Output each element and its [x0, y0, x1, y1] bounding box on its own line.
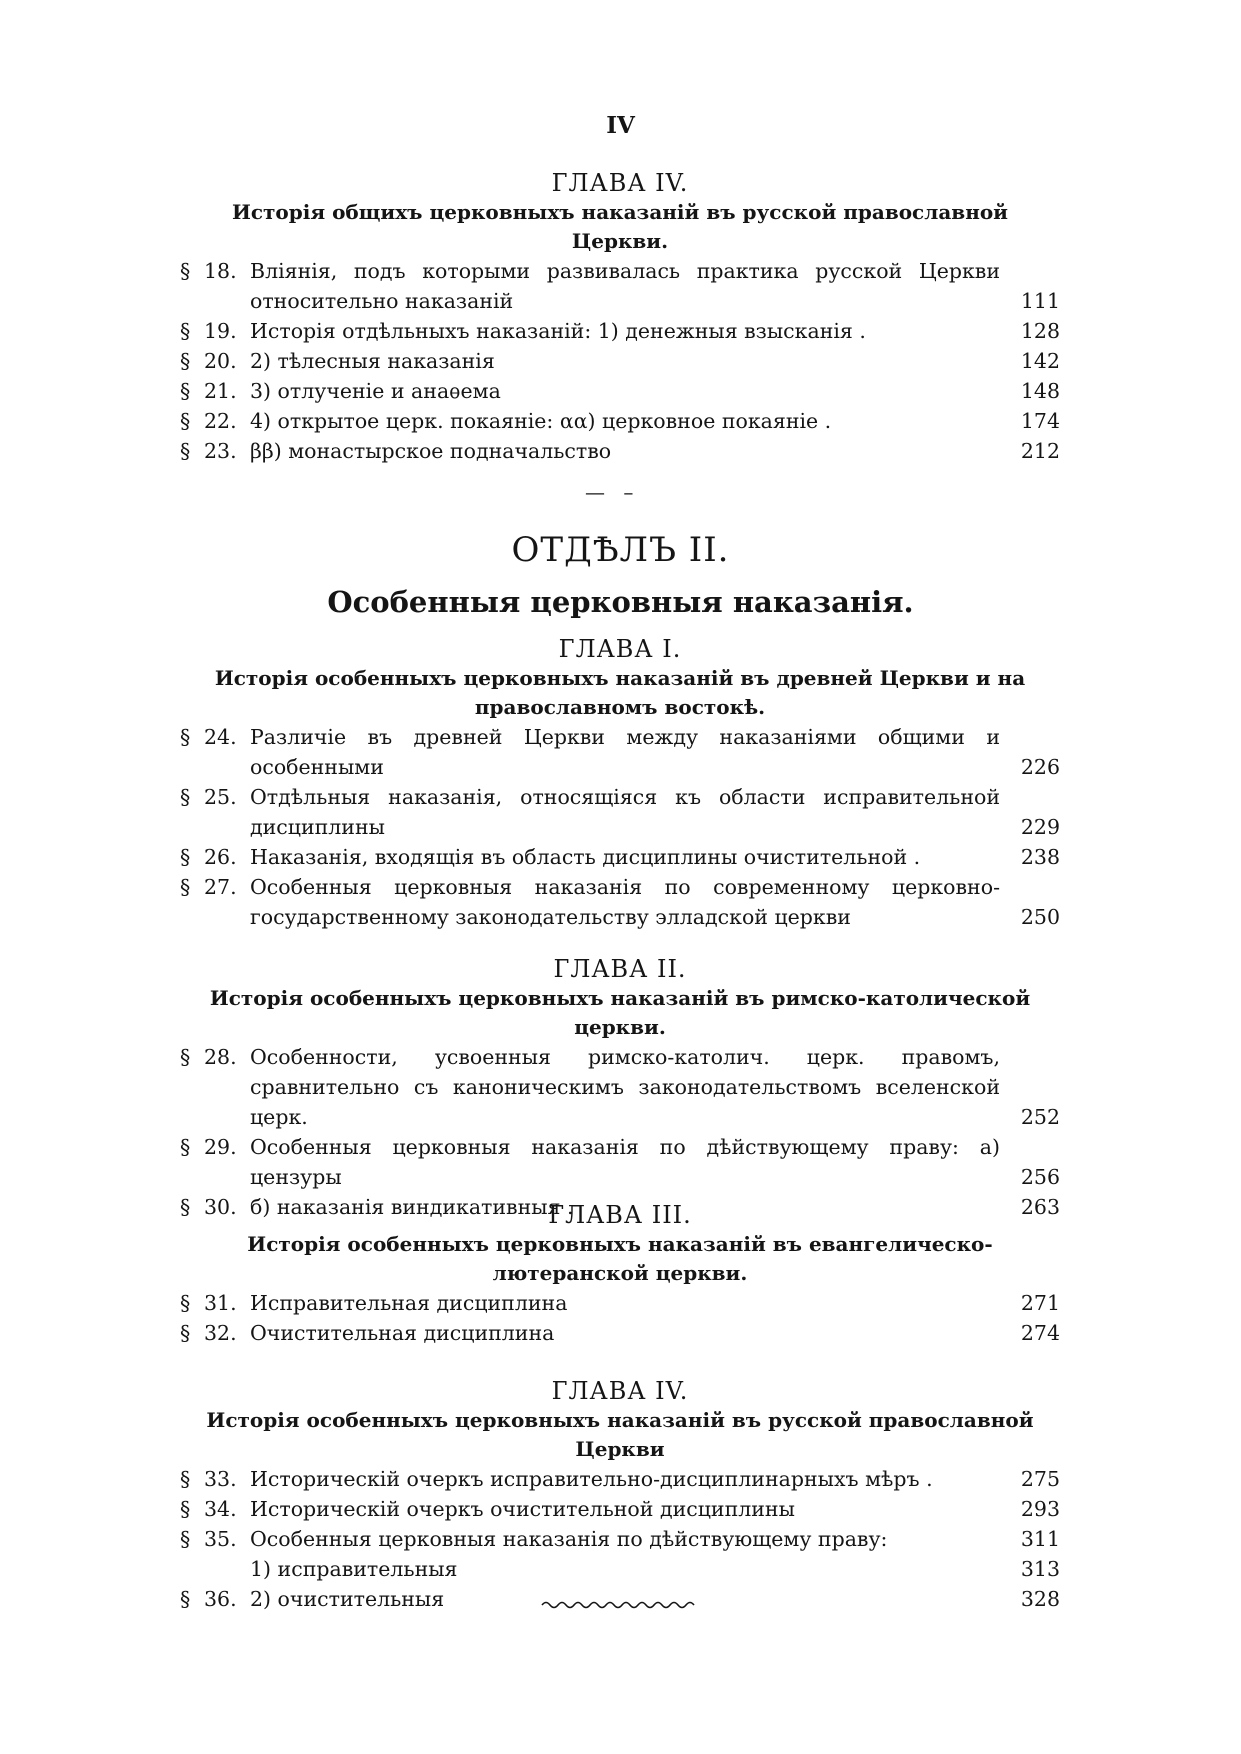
toc-entry[interactable] [180, 406, 1060, 436]
toc-entry[interactable] [180, 1464, 1060, 1494]
section-number: 23. [204, 439, 237, 463]
entry-text: Очистительная дисциплина [250, 1321, 555, 1345]
section-number: 30. [204, 1195, 237, 1219]
section-sign: § [180, 1291, 191, 1315]
section-sign: § [180, 1045, 191, 1069]
section-sign: § [180, 845, 191, 869]
page-ref: 293 [1020, 1497, 1060, 1521]
section-sign: § [180, 725, 191, 749]
entry-text: Различіе въ древней Церкви между наказаніями общими и особенными [250, 725, 1000, 779]
chapter-1-section [180, 634, 1060, 932]
section-number: 19. [204, 319, 237, 343]
page-number: IV [606, 112, 635, 139]
entry-text: Исправительная дисциплина [250, 1291, 568, 1315]
section-number: 35. [204, 1527, 237, 1551]
section-sign: § [180, 1497, 191, 1521]
chapter-title: Исторія особенныхъ церковныхъ наказаній въ древней Церкви и на православномъ востокѣ. [214, 666, 1026, 719]
section-sign: § [180, 1587, 191, 1611]
toc-entry[interactable] [180, 376, 1060, 406]
section-number: 18. [204, 259, 237, 283]
wavy-ornament [540, 1598, 700, 1612]
section-number: 21. [204, 379, 237, 403]
toc-entry[interactable] [180, 1132, 1060, 1192]
chapter-title: Исторія общихъ церковныхъ наказаній въ русской православной Церкви. [231, 200, 1009, 253]
toc-entry[interactable] [180, 1524, 1060, 1554]
section-number: 36. [204, 1587, 237, 1611]
section-number: 33. [204, 1467, 237, 1491]
chapter-iv-section [180, 168, 1060, 466]
entry-text: 2) тѣлесныя наказанія [250, 349, 495, 373]
toc-entry[interactable] [180, 1318, 1060, 1348]
toc-entry[interactable] [180, 346, 1060, 376]
chapter-heading: ГЛАВА IV. [551, 169, 689, 197]
page-ref: 226 [1020, 755, 1060, 779]
section-sign: § [180, 875, 191, 899]
chapter-heading: ГЛАВА II. [553, 955, 687, 983]
page-ref: 212 [1020, 439, 1060, 463]
entry-text: Исторія отдѣльныхъ наказаній: 1) денежныя взысканія . [250, 319, 866, 343]
page-ref: 311 [1020, 1527, 1060, 1551]
chapter-heading: ГЛАВА IV. [551, 1377, 689, 1405]
entry-text: Особенныя церковныя наказанія по дѣйствующему праву: [250, 1527, 888, 1551]
entry-text: 3) отлученіе и анаѳема [250, 379, 501, 403]
toc-entry[interactable] [180, 1042, 1060, 1132]
chapter-4b-section [180, 1376, 1060, 1614]
entry-text: 2) очистительныя [250, 1587, 445, 1611]
toc-sub-entry[interactable] [180, 1554, 1060, 1584]
entry-text: Наказанія, входящія въ область дисциплины очистительной . [250, 845, 921, 869]
page-ref: 250 [1020, 905, 1060, 929]
section-number: 31. [204, 1291, 237, 1315]
section-number: 24. [204, 725, 237, 749]
entry-text: Отдѣльныя наказанія, относящіяся къ области исправительной дисциплины [250, 785, 1000, 839]
entry-text: 1) исправительныя [250, 1557, 458, 1581]
entry-text: б) наказанія виндикативныя . [250, 1195, 574, 1219]
section-number: 32. [204, 1321, 237, 1345]
toc-entry[interactable] [180, 872, 1060, 932]
page-ref: 148 [1020, 379, 1060, 403]
section-number: 25. [204, 785, 237, 809]
entry-text: Историческій очеркъ исправительно-дисциплинарныхъ мѣръ . [250, 1467, 933, 1491]
toc-entry[interactable] [180, 842, 1060, 872]
page-ref: 275 [1020, 1467, 1060, 1491]
section-sign: § [180, 439, 191, 463]
page-ref: 111 [1020, 289, 1060, 313]
entry-text: Особенности, усвоенныя римско-католич. церк. правомъ, сравнительно съ каноническимъ законодательствомъ вселенской церк. [250, 1045, 1000, 1129]
chapter-heading: ГЛАВА III. [548, 1201, 692, 1229]
divider-mark: — – [585, 480, 640, 504]
page-ref: 271 [1020, 1291, 1060, 1315]
page-ref: 174 [1020, 409, 1060, 433]
section-number: 20. [204, 349, 237, 373]
chapter-2-section [180, 954, 1060, 1222]
toc-entry[interactable] [180, 782, 1060, 842]
entry-text: ββ) монастырское подначальство [250, 439, 612, 463]
section-sign: § [180, 409, 191, 433]
page-ref: 256 [1020, 1165, 1060, 1189]
section-number: 34. [204, 1497, 237, 1521]
toc-entry[interactable] [180, 436, 1060, 466]
chapter-3-section [180, 1200, 1060, 1348]
toc-entry[interactable] [180, 256, 1060, 316]
page-ref: 252 [1020, 1105, 1060, 1129]
page-ref: 142 [1020, 349, 1060, 373]
section-number: 27. [204, 875, 237, 899]
section-sign: § [180, 1195, 191, 1219]
entry-text: Особенныя церковныя наказанія по дѣйствующему праву: а) цензуры [250, 1135, 1000, 1189]
page-ref: 229 [1020, 815, 1060, 839]
toc-entry[interactable] [180, 1494, 1060, 1524]
section-sign: § [180, 1467, 191, 1491]
toc-entry[interactable] [180, 316, 1060, 346]
toc-entry[interactable] [180, 1288, 1060, 1318]
page-ref: 274 [1020, 1321, 1060, 1345]
section-sign: § [180, 1527, 191, 1551]
entry-text: Историческій очеркъ очистительной дисциплины [250, 1497, 795, 1521]
chapter-title: Исторія особенныхъ церковныхъ наказаній въ русской православной Церкви [206, 1408, 1034, 1461]
section-sign: § [180, 1135, 191, 1159]
part-subtitle: Особенныя церковныя наказанія. [327, 585, 914, 619]
section-sign: § [180, 259, 191, 283]
chapter-title: Исторія особенныхъ церковныхъ наказаній въ римско-католической церкви. [209, 986, 1031, 1039]
page-ref: 238 [1020, 845, 1060, 869]
entry-text: Вліянія, подъ которыми развивалась практика русской Церкви относительно наказаній [250, 259, 1000, 313]
chapter-title: Исторія особенныхъ церковныхъ наказаній въ евангелическо-лютеранской церкви. [247, 1232, 993, 1285]
section-number: 28. [204, 1045, 237, 1069]
toc-entry[interactable] [180, 722, 1060, 782]
page-ref: 328 [1020, 1587, 1060, 1611]
page-ref: 128 [1020, 319, 1060, 343]
section-sign: § [180, 379, 191, 403]
section-number: 29. [204, 1135, 237, 1159]
part-heading: ОТДѢЛЪ II. [511, 530, 730, 570]
section-number: 26. [204, 845, 237, 869]
section-sign: § [180, 785, 191, 809]
entry-text: 4) открытое церк. покаяніе: αα) церковное покаяніе . [250, 409, 832, 433]
section-sign: § [180, 319, 191, 343]
section-sign: § [180, 349, 191, 373]
chapter-heading: ГЛАВА I. [558, 635, 682, 663]
section-sign: § [180, 1321, 191, 1345]
section-number: 22. [204, 409, 237, 433]
page-ref: 263 [1020, 1195, 1060, 1219]
page-ref: 313 [1020, 1557, 1060, 1581]
entry-text: Особенныя церковныя наказанія по современному церковно-государственному законодательству элладской церкви [250, 875, 1000, 929]
